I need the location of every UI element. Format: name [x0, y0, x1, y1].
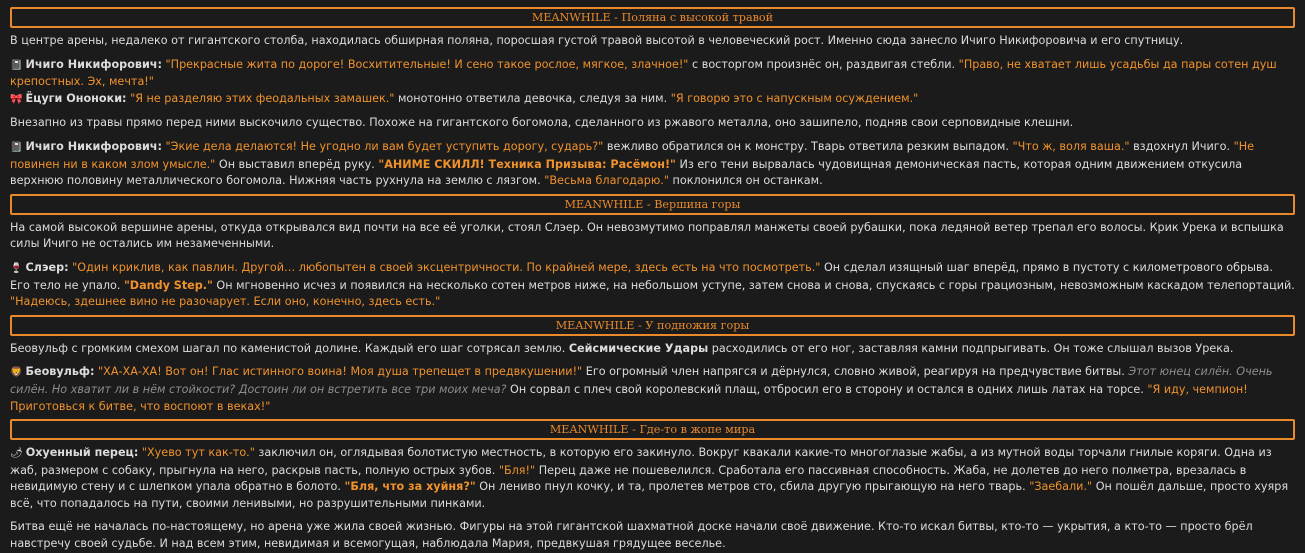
- dialogue-quote: "Хуево тут как-то.": [141, 446, 255, 460]
- dialogue-quote: "Я не разделяю этих феодальных замашек.": [130, 91, 395, 105]
- narration-text: вежливо обратился он к монстру. Тварь ответила резким выпадом.: [603, 139, 1013, 153]
- dialogue-quote: "Заебали.": [1029, 480, 1093, 494]
- dialogue-quote: "Право, не хватает лишь усадьбы да пары сотен душ крепостных. Эх, мечта!": [10, 57, 1277, 89]
- narration-text: Из его тени вырвалась чудовищная демоническая пасть, которая одним движением откусила верхнюю половину металлического богомола. Нижняя часть рухнула на землю с лязгом.: [10, 157, 1243, 188]
- narration-paragraph: Внезапно из травы прямо перед ними выскочило существо. Похоже на гигантского богомола, сделанного из ржавого металла, оно зашипело, подняв свои серповидные клешни.: [10, 116, 1074, 130]
- narration-paragraph: В центре арены, недалеко от гигантского столба, находилась обширная поляна, поросшая густой травой высотой в человеческий рост. Именно сюда занесло Ичиго Никифоровича и его спутницу.: [10, 34, 1184, 47]
- narration-text: Он пошёл дальше, просто хуяря всё, что попадалось на пути, своими ленивыми, но разрушительными пинками.: [10, 480, 1289, 510]
- narration-text: Беовульф с громким смехом шагал по каменистой долине. Каждый его шаг сотрясал землю.: [10, 341, 569, 355]
- speaker-name: Слэер:: [25, 260, 69, 274]
- narration-paragraph: Битва ещё не началась по-настоящему, но арена уже жила своей жизнью. Фигуры на этой гигантской шахматной доске начали своё движение. Кто-то искал битвы, кто-то — укрытия, а кто-то — просто брёл навстречу своей судьбе. И над всем этим, невидимая и всемогущая, наблюдала Мария, предвкушая грядущее веселье.: [10, 520, 1253, 551]
- narration-text: Перец даже не пошевелился. Сработала его пассивная способность. Жаба, не долетев до него полметра, врезалась в невидимую стену и с шлепком упала обратно в болото.: [10, 463, 1247, 494]
- dialogue-quote: "Бля, что за хуйня?": [344, 480, 476, 494]
- dialogue-paragraph-ichigo: [10, 139, 1295, 190]
- inner-thought: Этот юнец силён. Очень силён. Но хватит ли в нём стойкости? Достоин ли он встретить все три моих меча?: [10, 365, 1273, 396]
- narration-text: Он сорвал с плеч свой королевский плащ, отбросил его в сторону и остался в одних лишь латах на торсе.: [506, 382, 1148, 396]
- narration-text: Он сделал изящный шаг вперёд, прямо в пустоту с километрового обрыва. Его тело не упало.: [10, 260, 1273, 292]
- notebook-icon: 📓: [10, 59, 23, 71]
- dialogue-quote: "Один криклив, как павлин. Другой… любопытен в своей эксцентричности. По крайней мере, здесь есть на что посмотреть.": [72, 260, 821, 274]
- skill-name: Сейсмические Удары: [568, 341, 709, 355]
- narration-text: с восторгом произнёс он, раздвигая стебли.: [688, 57, 959, 71]
- speaker-name: Охуенный перец:: [25, 446, 139, 460]
- narration-text: поклонился он останкам.: [668, 174, 823, 188]
- section-banner-meadow: MEANWHILE - Поляна с высокой травой: [10, 7, 1295, 28]
- narration-paragraph: [10, 341, 1295, 358]
- narration-text: Он мгновенно исчез и появился на несколько сотен метров ниже, на небольшом уступе, затем снова и снова, спускаясь с горы грациозным, невозможным каскадом телепортаций.: [212, 278, 1295, 292]
- wine-glass-icon: 🍷: [10, 262, 23, 274]
- dialogue-quote: "Прекрасные жита по дороге! Восхитительные! И сено такое рослое, мягкое, злачное!": [165, 57, 689, 71]
- narration-text: Он лениво пнул кочку, и та, пролетев метров сто, сбила другую прыгающую на него тварь.: [475, 480, 1030, 494]
- dialogue-quote: "Бля!": [498, 463, 536, 477]
- dialogue-paragraph-ichigo: [10, 57, 1295, 91]
- speaker-name: Беовульф:: [25, 365, 95, 379]
- section-banner-foothills: MEANWHILE - У подножия горы: [10, 315, 1295, 336]
- skill-quote: "Dandy Step.": [123, 278, 213, 292]
- narration-text: заключил он, оглядывая болотистую местность, в которую его закинуло. Вокруг квакали какие-то многоглазые жабы, а из мутной воды торчали гнилые коряги. Одна из жаб, размером с собаку, прыгнула на него, раскрыв пасть, полную острых зубов.: [10, 446, 1272, 477]
- narration-text: Он выставил вперёд руку.: [215, 157, 379, 171]
- dialogue-paragraph-beowulf: [10, 364, 1295, 415]
- dialogue-quote: "Я говорю это с напускным осуждением.": [670, 91, 919, 105]
- narration-text: Его огромный член напрягся и дёрнулся, словно живой, реагируя на предчувствие битвы.: [582, 365, 1129, 379]
- speaker-name: Ёцуги Ононоки:: [25, 91, 127, 105]
- narration-text: вздохнул Ичиго.: [1129, 139, 1234, 153]
- chili-pepper-icon: 🌶: [10, 448, 23, 460]
- dialogue-quote: "Что ж, воля ваша.": [1012, 139, 1130, 153]
- dialogue-paragraph-pepper: [10, 445, 1295, 512]
- dialogue-quote: "Надеюсь, здешнее вино не разочарует. Если оно, конечно, здесь есть.": [10, 295, 441, 309]
- narration-paragraph: На самой высокой вершине арены, откуда открывался вид почти на все её уголки, стоял Слэер. Он невозмутимо поправлял манжеты своей рубашки, пока ледяной ветер трепал его волосы. Крик Урека и вспышка силы Ичиго не остались им незамеченными.: [10, 220, 1284, 251]
- narration-text: монотонно ответила девочка, следуя за ним.: [394, 91, 671, 105]
- dialogue-paragraph-yotsugi: [10, 91, 1295, 109]
- lion-icon: 🦁: [10, 367, 23, 379]
- dialogue-quote: "ХА-ХА-ХА! Вот он! Глас истинного воина! Моя душа трепещет в предвкушении!": [98, 365, 583, 379]
- skill-quote: "АНИМЕ СКИЛЛ! Техника Призыва: Расёмон!": [378, 157, 676, 171]
- dialogue-quote: "Весьма благодарю.": [544, 174, 669, 188]
- speaker-name: Ичиго Никифорович:: [25, 57, 162, 71]
- section-banner-nowhere: MEANWHILE - Где-то в жопе мира: [10, 419, 1295, 440]
- section-banner-summit: MEANWHILE - Вершина горы: [10, 194, 1295, 215]
- narration-text: расходились от его ног, заставляя камни подпрыгивать. Он тоже слышал вызов Урека.: [708, 341, 1234, 355]
- ribbon-icon: 🎀: [10, 93, 23, 105]
- dialogue-paragraph-slayer: [10, 260, 1295, 311]
- dialogue-quote: "Я иду, чемпион! Приготовься к битве, что воспоют в веках!": [10, 382, 1248, 413]
- dialogue-quote: "Не повинен ни в каком злом умысле.": [10, 139, 1255, 171]
- dialogue-quote: "Экие дела делаются! Не угодно ли вам будет уступить дорогу, сударь?": [165, 139, 604, 153]
- speaker-name: Ичиго Никифорович:: [25, 139, 162, 153]
- notebook-icon: 📓: [10, 141, 23, 153]
